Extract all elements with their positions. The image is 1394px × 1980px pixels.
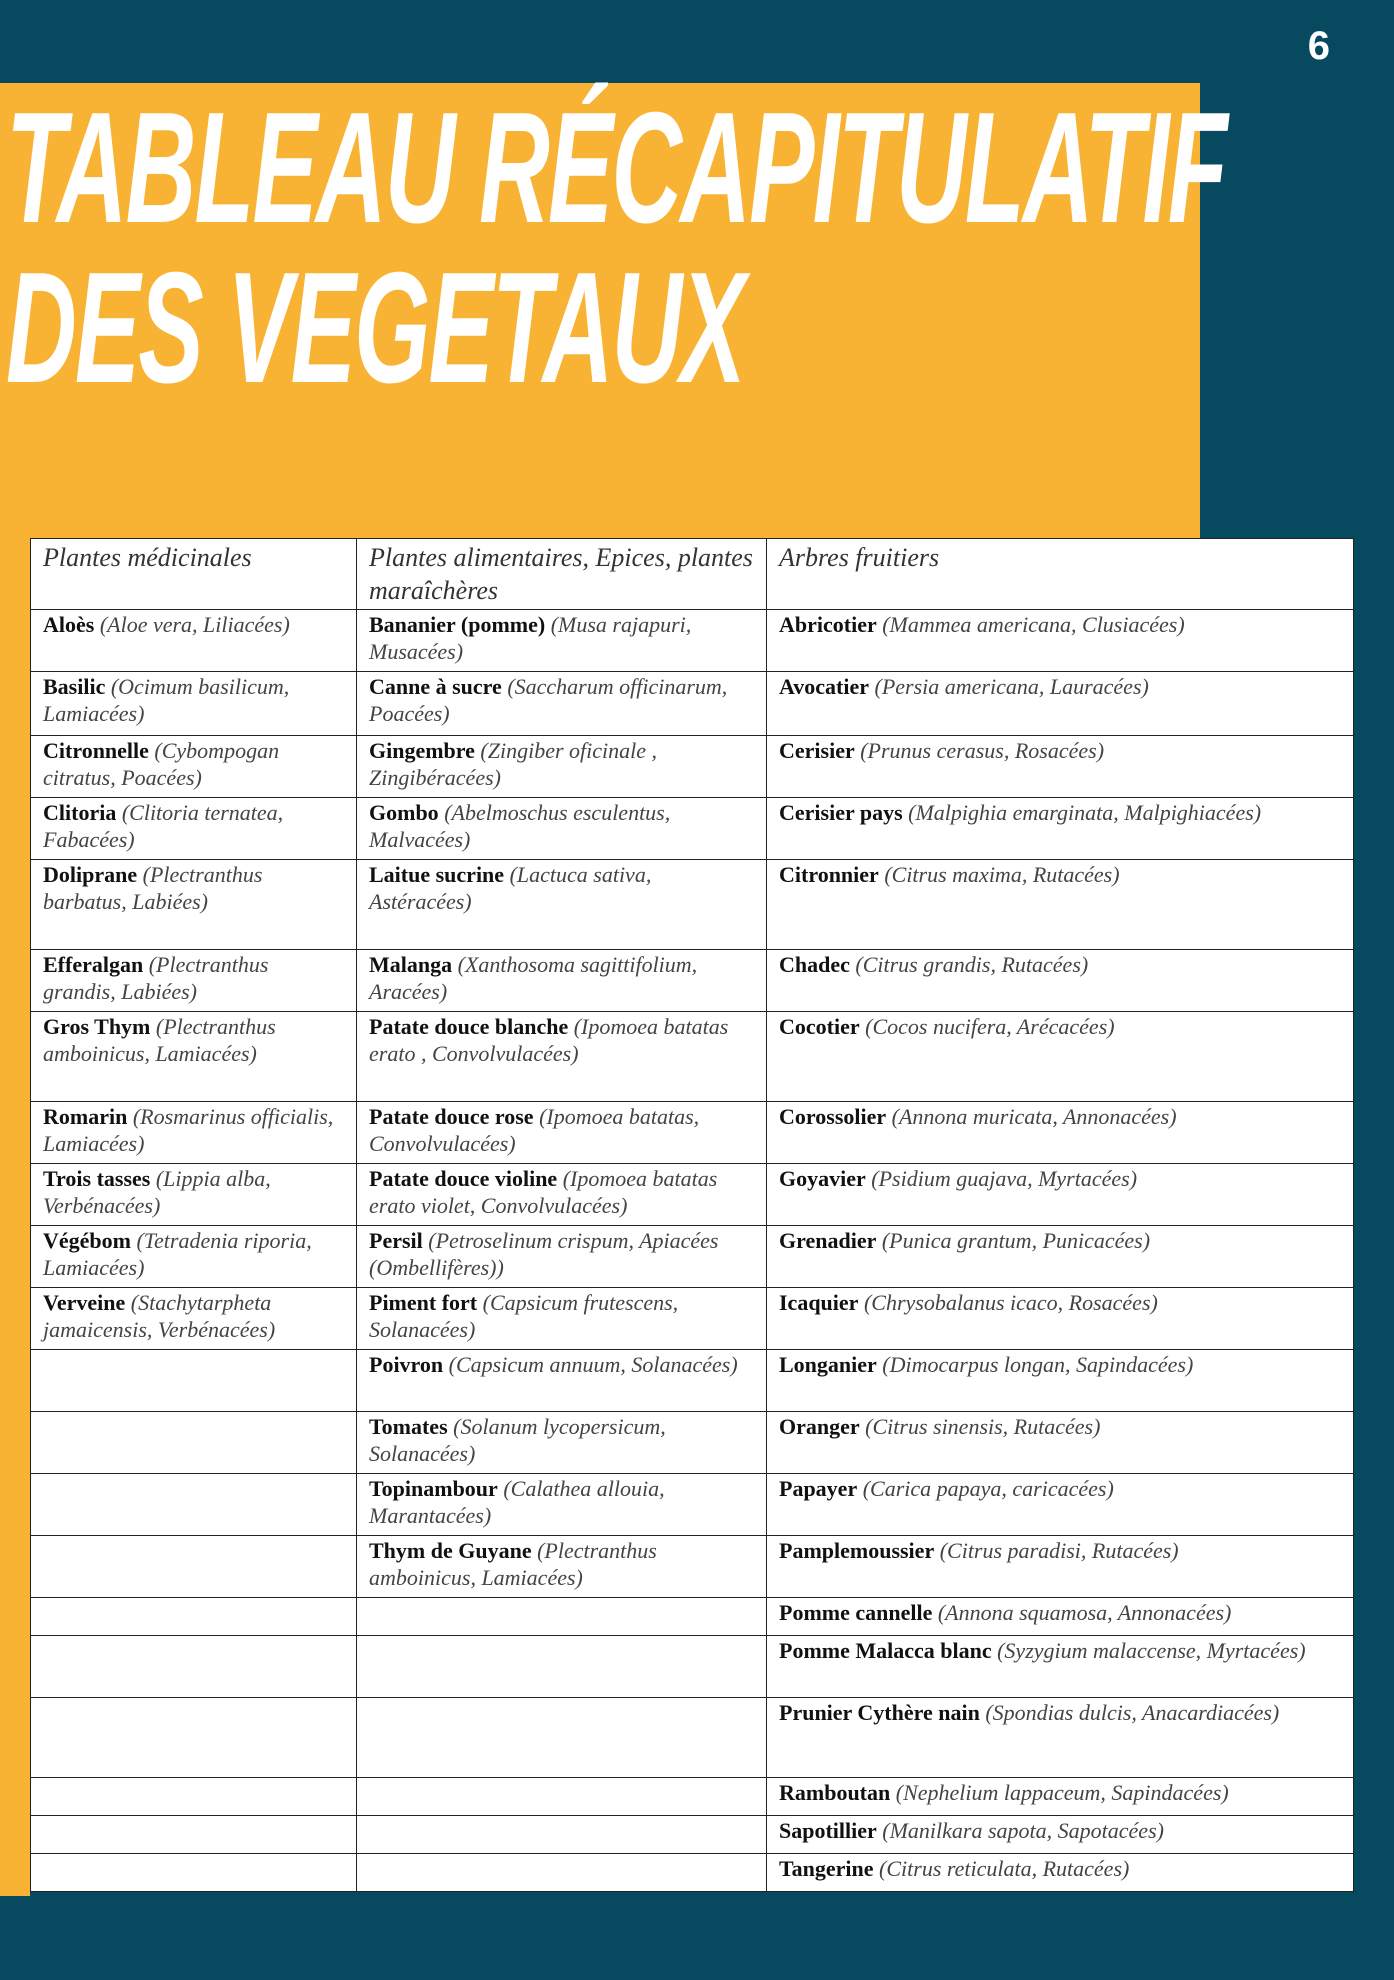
plant-name: Ramboutan <box>779 1780 891 1805</box>
plant-description: (Calathea allouia, Marantacées) <box>369 1476 665 1528</box>
cell-medicinal <box>31 1412 357 1474</box>
cell-food <box>357 1474 767 1536</box>
plant-description: (Spondias dulcis, Anacardiacées) <box>985 1700 1280 1725</box>
table-row <box>31 1854 1354 1892</box>
plant-description: (Ipomoea batatas, Convolvulacées) <box>369 1104 700 1156</box>
plant-name: Goyavier <box>779 1166 866 1191</box>
plant-description: (Carica papaya, caricacées) <box>862 1476 1114 1501</box>
table-row <box>31 1226 1354 1288</box>
cell-food <box>357 950 767 1012</box>
plant-description: (Petroselinum crispum, Apiacées (Ombellifères)) <box>369 1228 719 1280</box>
plant-description: (Citrus maxima, Rutacées) <box>884 862 1120 887</box>
table-row <box>31 1102 1354 1164</box>
cell-food <box>357 1012 767 1102</box>
plant-description: (Solanum lycopersicum, Solanacées) <box>369 1414 666 1466</box>
column-header-medicinal: Plantes médicinales <box>31 539 357 610</box>
plant-name: Efferalgan <box>43 952 144 977</box>
plant-name: Canne à sucre <box>369 674 502 699</box>
plant-name: Citronnier <box>779 862 879 887</box>
cell-medicinal <box>31 1288 357 1350</box>
left-accent-strip <box>0 538 30 1896</box>
cell-fruit-tree <box>767 1164 1354 1226</box>
plant-name: Doliprane <box>43 862 138 887</box>
cell-fruit-tree <box>767 1636 1354 1698</box>
cell-food <box>357 1778 767 1816</box>
cell-food <box>357 1288 767 1350</box>
page-title-line2: DES VEGETAUX <box>6 240 744 416</box>
plant-description: (Ipomoea batatas erato , Convolvulacées) <box>369 1014 729 1066</box>
plant-name: Cocotier <box>779 1014 860 1039</box>
cell-fruit-tree <box>767 1350 1354 1412</box>
plant-description: (Plectranthus amboinicus, Lamiacées) <box>43 1014 276 1066</box>
cell-medicinal <box>31 1012 357 1102</box>
plant-name: Icaquier <box>779 1290 859 1315</box>
plant-description: (Tetradenia riporia, Lamiacées) <box>43 1228 312 1280</box>
table-row <box>31 860 1354 950</box>
cell-medicinal <box>31 1778 357 1816</box>
plant-name: Sapotillier <box>779 1818 877 1843</box>
plant-name: Oranger <box>779 1414 860 1439</box>
plant-name: Papayer <box>779 1476 858 1501</box>
cell-medicinal <box>31 860 357 950</box>
cell-medicinal <box>31 610 357 672</box>
table-row <box>31 1778 1354 1816</box>
cell-fruit-tree <box>767 1012 1354 1102</box>
plant-name: Corossolier <box>779 1104 887 1129</box>
plant-description: (Malpighia emarginata, Malpighiacées) <box>908 800 1262 825</box>
plant-name: Avocatier <box>779 674 869 699</box>
plant-name: Pamplemoussier <box>779 1538 935 1563</box>
plant-description: (Punica grantum, Punicacées) <box>881 1228 1151 1253</box>
plant-name: Laitue sucrine <box>369 862 505 887</box>
plant-description: (Annona squamosa, Annonacées) <box>937 1600 1232 1625</box>
cell-food <box>357 1102 767 1164</box>
plant-name: Pomme Malacca blanc <box>779 1638 992 1663</box>
plant-name: Piment fort <box>369 1290 478 1315</box>
cell-food <box>357 610 767 672</box>
plant-description: (Chrysobalanus icaco, Rosacées) <box>863 1290 1158 1315</box>
plant-name: Malanga <box>369 952 453 977</box>
plant-name: Végébom <box>43 1228 131 1253</box>
column-header-fruit-trees: Arbres fruitiers <box>767 539 1354 610</box>
plant-name: Clitoria <box>43 800 117 825</box>
cell-fruit-tree <box>767 860 1354 950</box>
plant-name: Gingembre <box>369 738 475 763</box>
plant-name: Tangerine <box>779 1856 874 1881</box>
plant-description: (Lippia alba, Verbénacées) <box>43 1166 271 1218</box>
plants-table <box>30 538 1354 1892</box>
cell-medicinal <box>31 1854 357 1892</box>
cell-medicinal <box>31 1598 357 1636</box>
cell-fruit-tree <box>767 1698 1354 1778</box>
cell-medicinal <box>31 1636 357 1698</box>
plant-description: (Psidium guajava, Myrtacées) <box>871 1166 1138 1191</box>
plant-name: Topinambour <box>369 1476 498 1501</box>
plant-description: (Citrus grandis, Rutacées) <box>855 952 1089 977</box>
plant-description: (Persia americana, Lauracées) <box>874 674 1149 699</box>
plant-description: (Clitoria ternatea, Fabacées) <box>43 800 284 852</box>
plant-description: (Citrus reticulata, Rutacées) <box>879 1856 1130 1881</box>
table-row <box>31 1288 1354 1350</box>
plant-description: (Mammea americana, Clusiacées) <box>882 612 1185 637</box>
plant-name: Cerisier <box>779 738 855 763</box>
plant-name: Cerisier pays <box>779 800 903 825</box>
cell-medicinal <box>31 1474 357 1536</box>
cell-fruit-tree <box>767 1288 1354 1350</box>
plant-description: (Capsicum frutescens, Solanacées) <box>369 1290 679 1342</box>
table-row <box>31 1012 1354 1102</box>
plant-description: (Dimocarpus longan, Sapindacées) <box>882 1352 1194 1377</box>
cell-fruit-tree <box>767 1474 1354 1536</box>
cell-medicinal <box>31 1816 357 1854</box>
page-title-line1: TABLEAU RÉCAPITULATIF <box>6 80 1226 256</box>
plant-name: Aloès <box>43 612 95 637</box>
plant-description: (Plectranthus amboinicus, Lamiacées) <box>369 1538 657 1590</box>
cell-fruit-tree <box>767 1598 1354 1636</box>
cell-medicinal <box>31 950 357 1012</box>
plant-name: Tomates <box>369 1414 448 1439</box>
cell-medicinal <box>31 1536 357 1598</box>
cell-food <box>357 1698 767 1778</box>
plant-name: Bananier (pomme) <box>369 612 546 637</box>
plant-name: Citronnelle <box>43 738 149 763</box>
plant-name: Patate douce blanche <box>369 1014 569 1039</box>
page-number: 6 <box>1307 24 1330 68</box>
table-row <box>31 1474 1354 1536</box>
plant-description: (Lactuca sativa, Astéracées) <box>369 862 652 914</box>
plant-description: (Saccharum officinarum, Poacées) <box>369 674 728 726</box>
plant-name: Grenadier <box>779 1228 877 1253</box>
cell-fruit-tree <box>767 950 1354 1012</box>
plant-name: Poivron <box>369 1352 444 1377</box>
cell-food <box>357 860 767 950</box>
plant-description: (Prunus cerasus, Rosacées) <box>860 738 1105 763</box>
table-row <box>31 1698 1354 1778</box>
cell-fruit-tree <box>767 1816 1354 1854</box>
plant-description: (Capsicum annuum, Solanacées) <box>448 1352 738 1377</box>
cell-fruit-tree <box>767 672 1354 736</box>
table-row <box>31 1598 1354 1636</box>
plant-name: Basilic <box>43 674 106 699</box>
cell-medicinal <box>31 736 357 798</box>
plant-name: Patate douce rose <box>369 1104 534 1129</box>
cell-medicinal <box>31 1698 357 1778</box>
table-row <box>31 950 1354 1012</box>
cell-medicinal <box>31 1226 357 1288</box>
table-row <box>31 1536 1354 1598</box>
plant-description: (Aloe vera, Liliacées) <box>99 612 290 637</box>
plant-description: (Abelmoschus esculentus, Malvacées) <box>369 800 671 852</box>
plant-description: (Cocos nucifera, Arécacées) <box>865 1014 1115 1039</box>
plant-description: (Stachytarpheta jamaicensis, Verbénacées) <box>43 1290 276 1342</box>
table-row <box>31 672 1354 736</box>
cell-fruit-tree <box>767 1536 1354 1598</box>
plant-description: (Cybompogan citratus, Poacées) <box>43 738 280 790</box>
plant-name: Abricotier <box>779 612 877 637</box>
cell-medicinal <box>31 798 357 860</box>
cell-medicinal <box>31 1164 357 1226</box>
cell-food <box>357 1636 767 1698</box>
cell-fruit-tree <box>767 1102 1354 1164</box>
plant-name: Trois tasses <box>43 1166 151 1191</box>
plant-name: Persil <box>369 1228 423 1253</box>
cell-fruit-tree <box>767 1778 1354 1816</box>
plant-description: (Plectranthus grandis, Labiées) <box>43 952 269 1004</box>
cell-food <box>357 1226 767 1288</box>
table-row <box>31 1636 1354 1698</box>
table-row <box>31 736 1354 798</box>
cell-fruit-tree <box>767 610 1354 672</box>
plant-name: Gombo <box>369 800 439 825</box>
cell-food <box>357 1816 767 1854</box>
table-header-row <box>31 539 1354 610</box>
cell-food <box>357 672 767 736</box>
table-row <box>31 1412 1354 1474</box>
cell-food <box>357 736 767 798</box>
plant-name: Longanier <box>779 1352 877 1377</box>
plant-description: (Manilkara sapota, Sapotacées) <box>882 1818 1164 1843</box>
plant-description: (Nephelium lappaceum, Sapindacées) <box>895 1780 1229 1805</box>
table-row <box>31 1816 1354 1854</box>
cell-food <box>357 798 767 860</box>
plant-name: Gros Thym <box>43 1014 151 1039</box>
plant-description: (Zingiber oficinale , Zingibéracées) <box>369 738 658 790</box>
cell-fruit-tree <box>767 736 1354 798</box>
cell-food <box>357 1350 767 1412</box>
plant-description: (Ipomoea batatas erato violet, Convolvulacées) <box>369 1166 718 1218</box>
table-body <box>31 610 1354 1892</box>
plant-description: (Citrus sinensis, Rutacées) <box>865 1414 1101 1439</box>
table-row <box>31 610 1354 672</box>
plant-name: Chadec <box>779 952 850 977</box>
table-row <box>31 798 1354 860</box>
table-row <box>31 1164 1354 1226</box>
table-row <box>31 1350 1354 1412</box>
plant-description: (Musa rajapuri, Musacées) <box>369 612 692 664</box>
plant-name: Verveine <box>43 1290 126 1315</box>
plant-description: (Xanthosoma sagittifolium, Aracées) <box>369 952 698 1004</box>
plant-description: (Annona muricata, Annonacées) <box>891 1104 1177 1129</box>
plant-name: Patate douce violine <box>369 1166 558 1191</box>
cell-medicinal <box>31 1102 357 1164</box>
page-title <box>6 80 1226 416</box>
cell-food <box>357 1164 767 1226</box>
cell-food <box>357 1598 767 1636</box>
cell-fruit-tree <box>767 1226 1354 1288</box>
plant-description: (Rosmarinus officialis, Lamiacées) <box>43 1104 334 1156</box>
cell-food <box>357 1412 767 1474</box>
plant-name: Prunier Cythère nain <box>779 1700 980 1725</box>
plant-description: (Citrus paradisi, Rutacées) <box>939 1538 1179 1563</box>
plant-description: (Plectranthus barbatus, Labiées) <box>43 862 263 914</box>
cell-medicinal <box>31 1350 357 1412</box>
plant-description: (Syzygium malaccense, Myrtacées) <box>997 1638 1306 1663</box>
cell-medicinal <box>31 672 357 736</box>
plant-name: Pomme cannelle <box>779 1600 933 1625</box>
cell-food <box>357 1536 767 1598</box>
plant-name: Thym de Guyane <box>369 1538 532 1563</box>
cell-food <box>357 1854 767 1892</box>
plant-description: (Ocimum basilicum, Lamiacées) <box>43 674 290 726</box>
column-header-food: Plantes alimentaires, Epices, plantes maraîchères <box>357 539 767 610</box>
cell-fruit-tree <box>767 798 1354 860</box>
cell-fruit-tree <box>767 1412 1354 1474</box>
cell-fruit-tree <box>767 1854 1354 1892</box>
plant-name: Romarin <box>43 1104 128 1129</box>
